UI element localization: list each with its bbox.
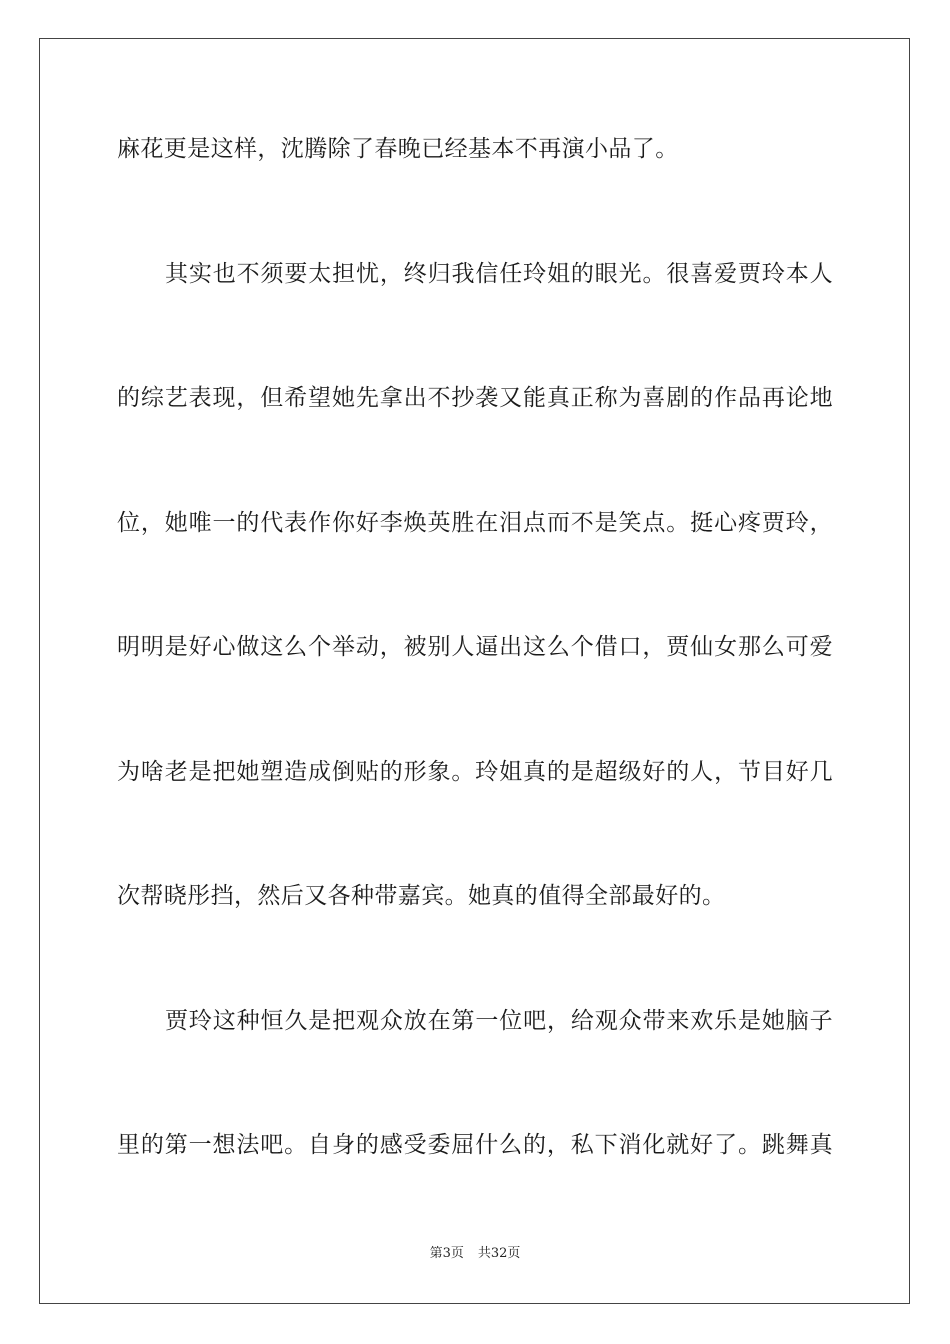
page-border: [39, 38, 910, 1304]
text-line-8: 贾玲这种恒久是把观众放在第一位吧，给观众带来欢乐是她脑子: [165, 1008, 833, 1034]
page-total: 共32页: [477, 1246, 521, 1261]
text-line-5: 明明是好心做这么个举动，被别人逼出这么个借口，贾仙女那么可爱: [117, 634, 833, 660]
text-line-7: 次帮晓彤挡，然后又各种带嘉宾。她真的值得全部最好的。: [117, 883, 726, 909]
text-line-1: 麻花更是这样，沈腾除了春晚已经基本不再演小品了。: [117, 136, 679, 162]
text-line-4: 位，她唯一的代表作你好李焕英胜在泪点而不是笑点。挺心疼贾玲，: [117, 510, 833, 536]
page-number: 第3页: [429, 1246, 464, 1261]
text-line-3: 的综艺表现，但希望她先拿出不抄袭又能真正称为喜剧的作品再论地: [117, 385, 833, 411]
text-line-6: 为啥老是把她塑造成倒贴的形象。玲姐真的是超级好的人，节目好几: [117, 759, 833, 785]
text-line-2: 其实也不须要太担忧，终归我信任玲姐的眼光。很喜爱贾玲本人: [165, 261, 833, 287]
text-line-9: 里的第一想法吧。自身的感受委屈什么的，私下消化就好了。跳舞真: [117, 1132, 833, 1158]
page-footer: [0, 1245, 950, 1263]
